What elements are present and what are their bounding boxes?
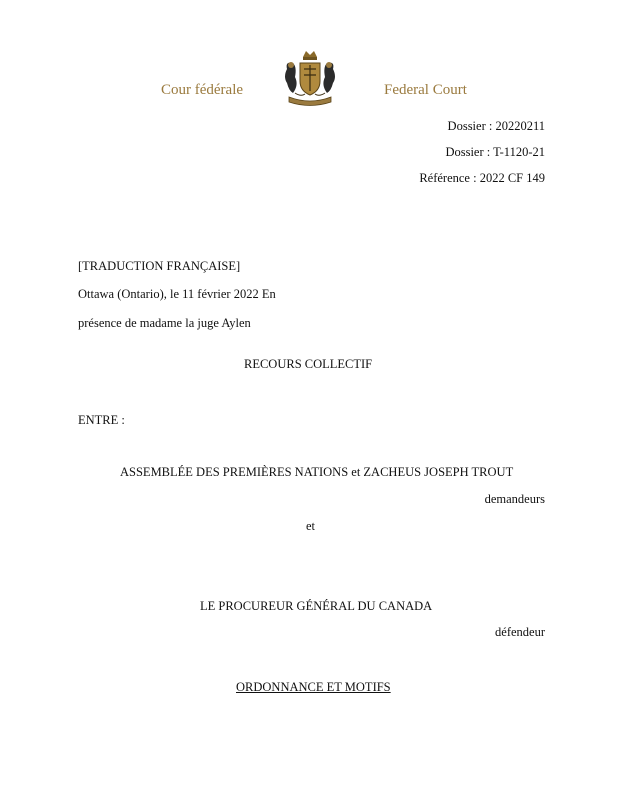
date-line: Ottawa (Ontario), le 11 février 2022 En bbox=[78, 287, 276, 301]
plaintiffs-role: demandeurs bbox=[484, 492, 545, 506]
plaintiffs-names: ASSEMBLÉE DES PREMIÈRES NATIONS et ZACHEUS JOSEPH TROUT bbox=[120, 465, 514, 479]
dossier-number-1: Dossier : 20220211 bbox=[447, 119, 545, 133]
defendant-role: défendeur bbox=[495, 625, 545, 639]
document-title: ORDONNANCE ET MOTIFS bbox=[236, 680, 391, 694]
presence-line: présence de madame la juge Aylen bbox=[78, 316, 251, 330]
defendant-name: LE PROCUREUR GÉNÉRAL DU CANADA bbox=[200, 599, 433, 613]
dossier-number-2: Dossier : T-1120-21 bbox=[445, 145, 545, 159]
court-name-english: Federal Court bbox=[384, 82, 467, 98]
between-label: ENTRE : bbox=[78, 413, 125, 427]
translation-note: [TRADUCTION FRANÇAISE] bbox=[78, 259, 241, 273]
court-name-french: Cour fédérale bbox=[161, 82, 244, 98]
and-conjunction: et bbox=[306, 519, 316, 533]
citation-reference: Référence : 2022 CF 149 bbox=[419, 171, 545, 185]
court-coat-of-arms-icon bbox=[281, 47, 339, 109]
proceeding-type: RECOURS COLLECTIF bbox=[244, 357, 373, 371]
